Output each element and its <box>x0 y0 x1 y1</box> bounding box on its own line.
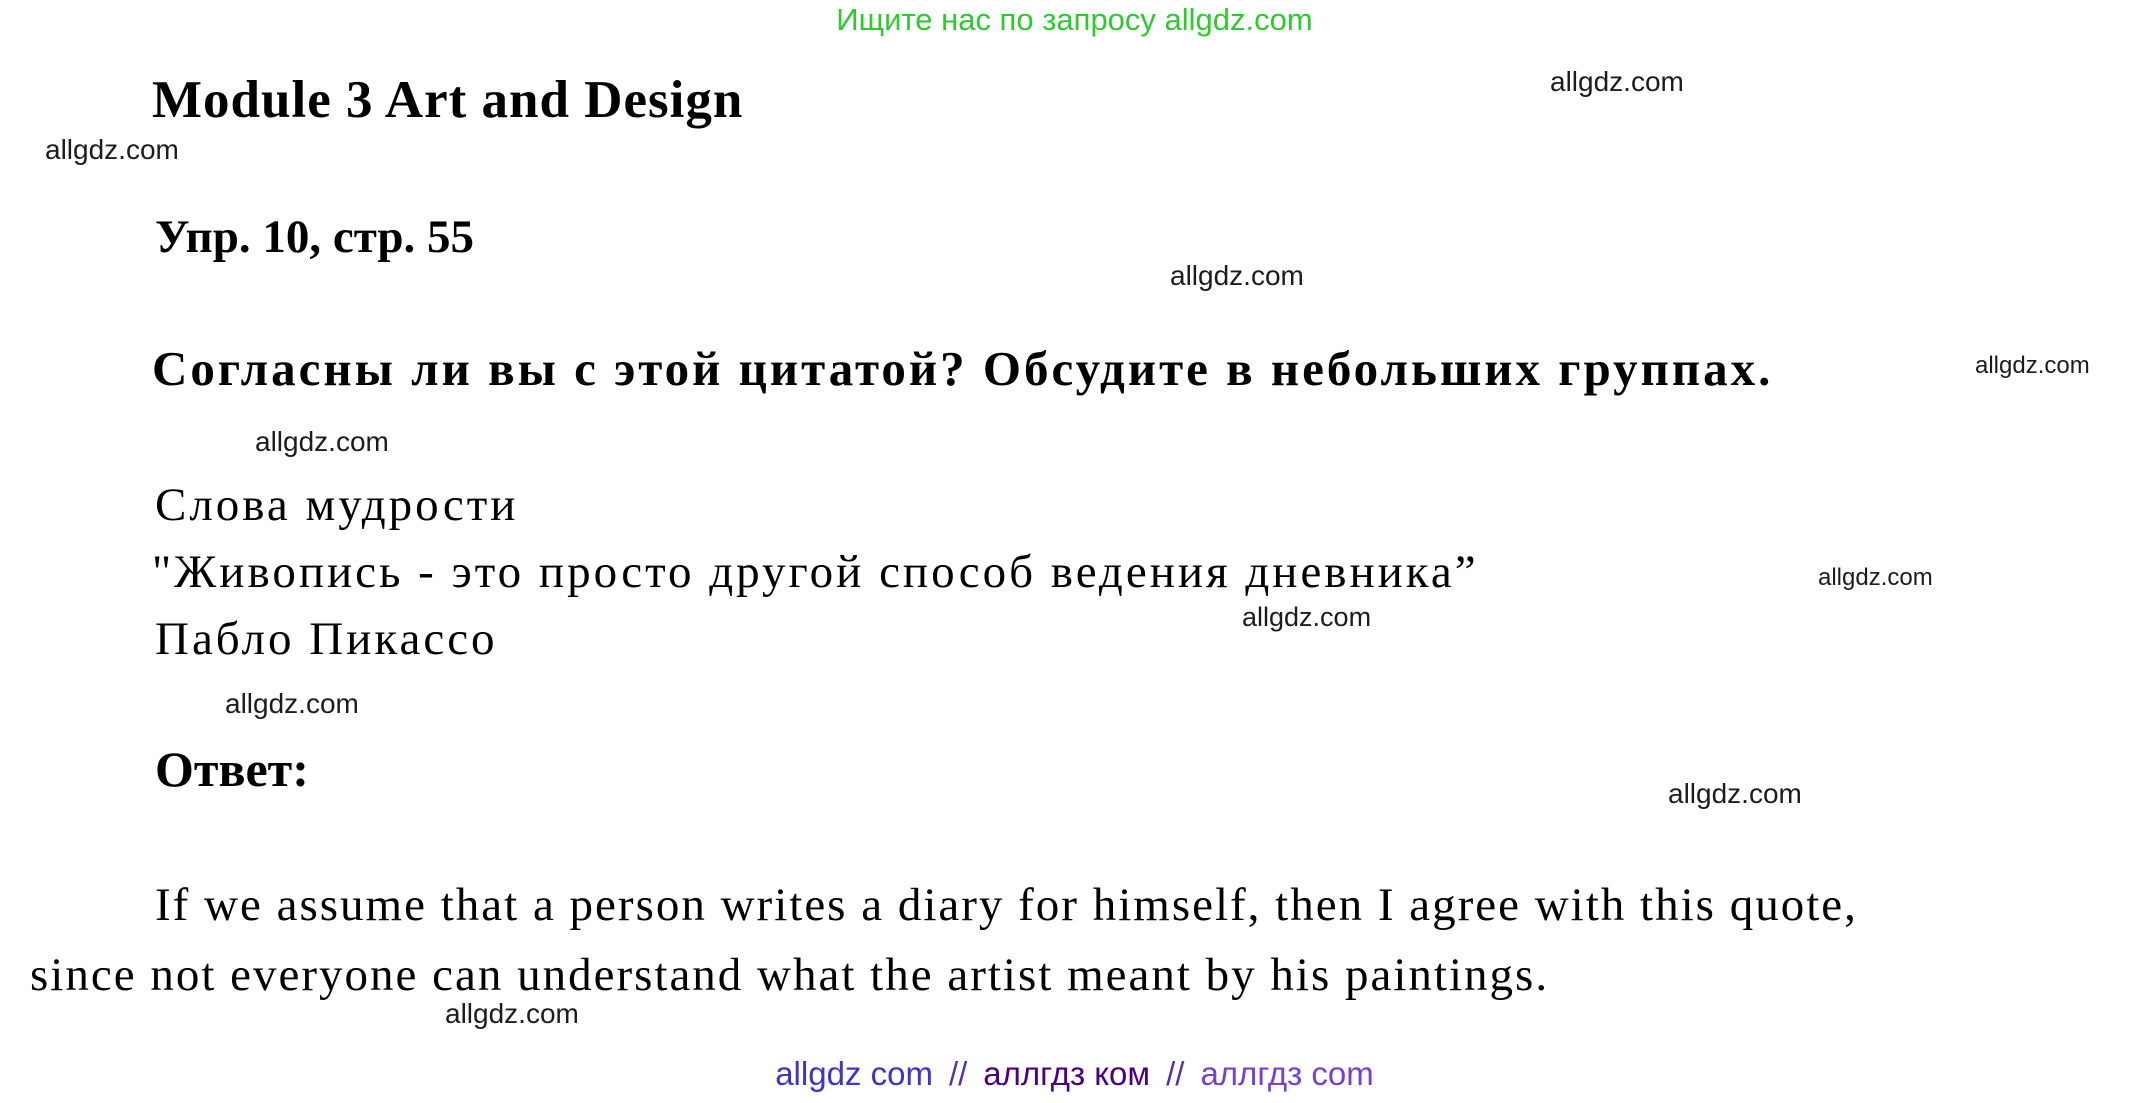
task-heading: Согласны ли вы с этой цитатой? Обсудите в небольших группах. <box>152 341 1774 396</box>
answer-text-line-2: since not everyone can understand what the artist meant by his paintings. <box>30 949 1550 1001</box>
watermark: allgdz.com <box>225 688 359 719</box>
module-title: Module 3 Art and Design <box>152 71 744 129</box>
watermark: allgdz.com <box>255 426 389 457</box>
watermark: allgdz.com <box>1242 602 1372 632</box>
watermark: allgdz.com <box>445 998 579 1029</box>
footer-alias-cyrillic-1: аллгдз ком <box>983 1055 1151 1092</box>
watermark: allgdz.com <box>1975 352 2090 379</box>
watermark: allgdz.com <box>1170 260 1304 291</box>
promo-banner-text: Ищите нас по запросу allgdz.com <box>836 2 1313 37</box>
footer-separator: // <box>948 1055 968 1092</box>
watermark: allgdz.com <box>1668 778 1802 809</box>
watermark: allgdz.com <box>1818 564 1933 591</box>
answer-text-line-1: If we assume that a person writes a diary for himself, then I agree with this quote, <box>155 879 1858 931</box>
quote-author: Пабло Пикассо <box>155 613 498 665</box>
footer-site-aliases <box>0 1055 2149 1093</box>
footer-separator: // <box>1166 1055 1185 1092</box>
answer-label: Ответ: <box>155 741 309 797</box>
watermark: allgdz.com <box>1550 66 1684 97</box>
exercise-reference: Упр. 10, стр. 55 <box>155 211 475 263</box>
footer-alias-latin: allgdz com <box>775 1055 933 1092</box>
footer-alias-cyrillic-2: аллгдз com <box>1200 1055 1374 1092</box>
watermark: allgdz.com <box>45 134 179 165</box>
wisdom-words-intro: Слова мудрости <box>155 479 519 531</box>
quote-text: "Живопись - это просто другой способ ведения дневника” <box>152 546 1479 598</box>
